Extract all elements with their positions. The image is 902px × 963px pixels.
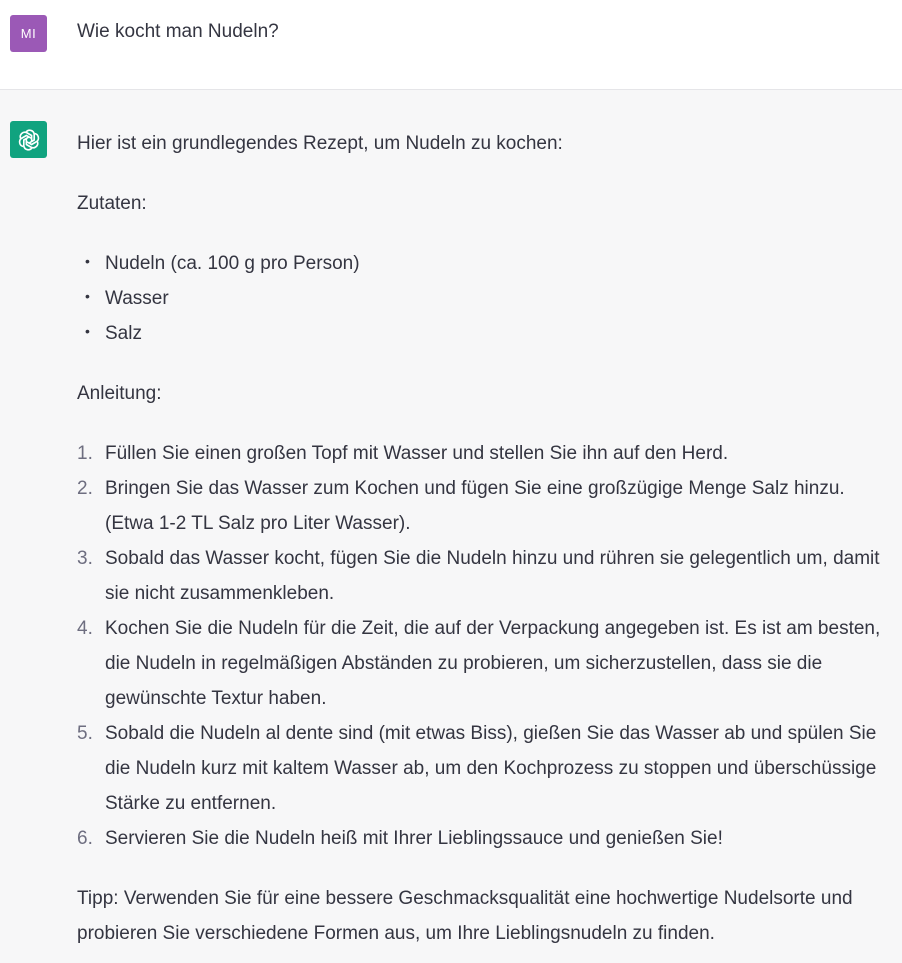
assistant-message-content xyxy=(77,126,889,951)
bullet-icon: • xyxy=(85,288,90,304)
user-message-text: Wie kocht man Nudeln? xyxy=(77,21,279,42)
list-item: 2. Bringen Sie das Wasser zum Kochen und fügen Sie eine großzügige Menge Salz hinzu. (Etwa 1-2 TL Salz pro Liter Wasser). xyxy=(77,478,845,534)
list-item: 3. Sobald das Wasser kocht, fügen Sie die Nudeln hinzu und rühren sie gelegentlich um, damit sie nicht zusammenkleben. xyxy=(77,548,880,604)
user-message-row xyxy=(0,0,902,90)
bullet-icon: • xyxy=(85,253,90,269)
ingredients-heading: Zutaten: xyxy=(77,193,147,214)
list-item: • Wasser xyxy=(77,281,889,316)
instructions-list xyxy=(77,436,889,856)
list-item: • Salz xyxy=(77,316,889,351)
tip-text: Tipp: Verwenden Sie für eine bessere Geschmacksqualität eine hochwertige Nudelsorte und probieren Sie verschiedene Formen aus, um Ihre Lieblingsnudeln zu finden. xyxy=(77,888,853,944)
intro-text: Hier ist ein grundlegendes Rezept, um Nudeln zu kochen: xyxy=(77,133,563,154)
bullet-icon: • xyxy=(85,323,90,339)
list-item: 4. Kochen Sie die Nudeln für die Zeit, die auf der Verpackung angegeben ist. Es ist am besten, die Nudeln in regelmäßigen Abständen zu probieren, um sicherzustellen, dass sie die gewünschte Textur haben. xyxy=(77,618,881,709)
list-item: 6. Servieren Sie die Nudeln heiß mit Ihrer Lieblingssauce und genießen Sie! xyxy=(77,828,723,849)
openai-logo-icon xyxy=(10,121,47,158)
list-item: 1. Füllen Sie einen großen Topf mit Wasser und stellen Sie ihn auf den Herd. xyxy=(77,443,729,464)
user-avatar: MI xyxy=(10,15,47,52)
ingredients-list xyxy=(77,246,889,351)
list-item: • Nudeln (ca. 100 g pro Person) xyxy=(77,246,889,281)
list-item: 5. Sobald die Nudeln al dente sind (mit etwas Biss), gießen Sie das Wasser ab und spülen Sie die Nudeln kurz mit kaltem Wasser ab, um den Kochprozess zu stoppen und überschüssige Stärke zu entfernen. xyxy=(77,723,877,814)
assistant-message-row xyxy=(0,90,902,963)
instructions-heading: Anleitung: xyxy=(77,383,162,404)
